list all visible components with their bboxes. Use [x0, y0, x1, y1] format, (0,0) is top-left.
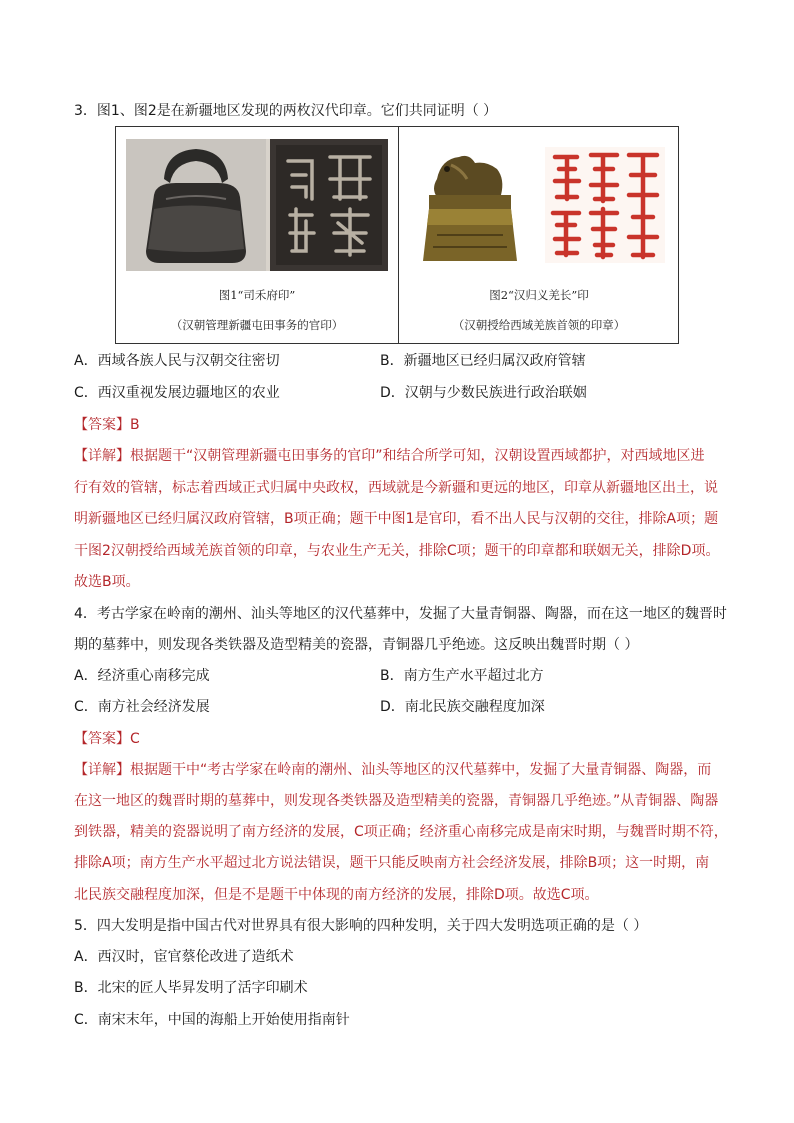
q4-option-a: A．经济重心南移完成 — [74, 668, 210, 684]
q3-answer-tag: 【答案】 — [74, 417, 130, 433]
q3-detail-line-5: 故选B项。 — [74, 574, 140, 590]
figure1-caption: 图1“司禾府印” — [218, 288, 296, 302]
q3-option-c: C．西汉重视发展边疆地区的农业 — [74, 385, 280, 401]
q3-option-b: B．新疆地区已经归属汉政府管辖 — [380, 353, 586, 369]
q4-option-b: B．南方生产水平超过北方 — [380, 668, 544, 684]
q4-stem-line-1: 4．考古学家在岭南的潮州、汕头等地区的汉代墓葬中，发掘了大量青铜器、陶器，而在这一地区的魏晋时 — [74, 606, 727, 622]
q4-answer-tag: 【答案】 — [74, 731, 130, 747]
figure1-subcaption: （汉朝管理新疆屯田事务的官印） — [170, 318, 344, 332]
q3-detail-line-2: 行有效的管辖，标志着西域正式归属中央政权，西域就是今新疆和更远的地区，印章从新疆地区出土，说 — [74, 480, 718, 496]
q3-option-a: A．西域各族人民与汉朝交往密切 — [74, 353, 280, 369]
q4-option-d: D．南北民族交融程度加深 — [380, 699, 545, 715]
figure1-panel — [116, 127, 398, 343]
q3-detail-line-4: 干图2汉朝授给西域羌族首领的印章，与农业生产无关，排除C项；题干的印章都和联姻无关，排除D项。 — [74, 543, 720, 559]
q4-detail-line-2: 在这一地区的魏晋时期的墓葬中，则发现各类铁器及造型精美的瓷器，青铜器几乎绝迹。”从青铜器、陶器 — [74, 793, 719, 809]
q3-stem: 3．图1、图2是在新疆地区发现的两枚汉代印章。它们共同证明（ ） — [74, 103, 498, 119]
q3-answer — [74, 415, 140, 435]
figure1-seal-photo — [126, 139, 388, 271]
q4-answer-value: C — [130, 731, 140, 747]
q4-option-c: C．南方社会经济发展 — [74, 699, 210, 715]
q4-detail-text: 根据题干中“考古学家在岭南的潮州、汕头等地区的汉代墓葬中，发掘了大量青铜器、陶器，而 — [130, 762, 712, 778]
q4-detail-line-3: 到铁器，精美的瓷器说明了南方经济的发展，C项正确；经济重心南移完成是南宋时期，与魏晋时期不符， — [74, 824, 728, 840]
figure2-caption: 图2“汉归义羌长”印 — [489, 288, 589, 302]
q4-detail-tag: 【详解】 — [74, 762, 130, 778]
q3-figure-table — [115, 126, 679, 344]
figure2-panel — [399, 127, 679, 343]
q5-stem: 5．四大发明是指中国古代对世界具有很大影响的四种发明，关于四大发明选项正确的是（ ） — [74, 918, 648, 934]
q3-detail-tag: 【详解】 — [74, 448, 130, 464]
figure2-subcaption: （汉朝授给西域羌族首领的印章） — [452, 318, 626, 332]
figure2-seal-photo — [407, 139, 671, 271]
q4-detail-line-1 — [74, 760, 734, 780]
q5-option-a: A．西汉时，宦官蔡伦改进了造纸术 — [74, 949, 294, 965]
q3-detail-text: 根据题干“汉朝管理新疆屯田事务的官印”和结合所学可知，汉朝设置西域都护，对西域地区进 — [130, 448, 705, 464]
q4-detail-line-4: 排除A项；南方生产水平超过北方说法错误，题干只能反映南方社会经济发展，排除B项；这一时期，南 — [74, 855, 710, 871]
q3-detail-line-3: 明新疆地区已经归属汉政府管辖，B项正确；题干中图1是官印，看不出人民与汉朝的交往，排除A项；题 — [74, 511, 719, 527]
q4-answer — [74, 729, 140, 749]
q5-option-b: B．北宋的匠人毕昇发明了活字印刷术 — [74, 980, 308, 996]
q3-answer-value: B — [130, 417, 140, 433]
q3-detail-line-1 — [74, 446, 734, 466]
q4-stem-line-2: 期的墓葬中，则发现各类铁器及造型精美的瓷器，青铜器几乎绝迹。这反映出魏晋时期（ ） — [74, 637, 639, 653]
q4-detail-line-5: 北民族交融程度加深，但是不是题干中体现的南方经济的发展，排除D项。故选C项。 — [74, 887, 599, 903]
q5-option-c: C．南宋末年，中国的海船上开始使用指南针 — [74, 1012, 350, 1028]
q3-option-d: D．汉朝与少数民族进行政治联姻 — [380, 385, 587, 401]
